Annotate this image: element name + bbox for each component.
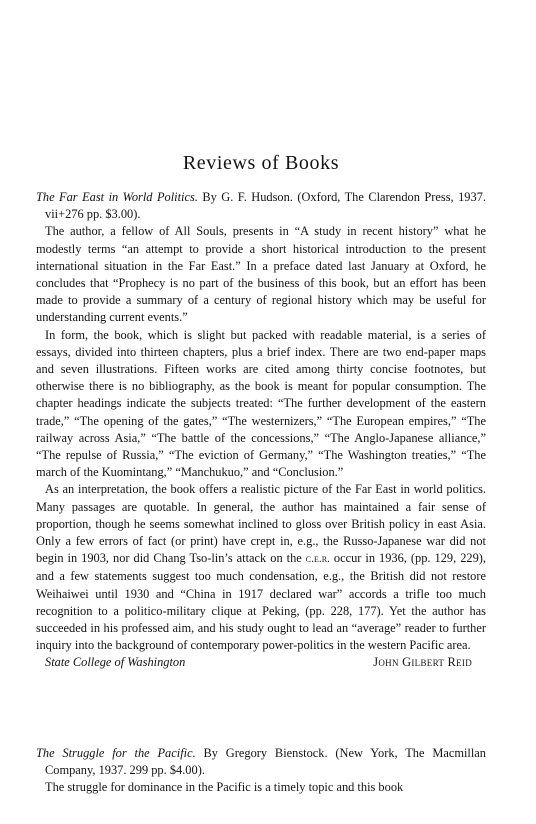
review-citation	[36, 745, 486, 779]
citation-details: By Gregory Bienstock. (New York, The Macmillan Company, 1937. 299 pp. $4.00).	[45, 746, 487, 778]
review-paragraph: The struggle for dominance in the Pacific is a timely topic and this book	[45, 780, 404, 795]
reviewer-name: John Gilbert Reid	[373, 655, 472, 670]
book-title: The Far East in World Politics.	[36, 190, 198, 204]
abbreviation: c.e.r.	[305, 553, 330, 566]
review-paragraph: The author, a fellow of All Souls, presents in “A study in recent history” what he modestly terms “an attempt to provide a short historical introduction to the present international situation in the Far East.” In a preface dated last January at Oxford, he concludes that “Prophecy is no part of the business of this book, but an effort has been made to provide a summary of a century of regional history which may be useful for understanding current events.”	[36, 224, 486, 325]
book-title: The Struggle for the Pacific.	[36, 746, 196, 760]
review-signature	[36, 654, 486, 671]
page-title: Reviews of Books	[182, 152, 340, 174]
review-paragraph: In form, the book, which is slight but packed with readable material, is a series of essays, divided into thirteen chapters, plus a brief index. There are two end-paper maps and seven illustrations. Fifteen works are cited among thirty concise footnotes, but otherwise there is no bibliography, as the book is meant for popular consumption. The chapter headings indicate the subjects treated: “The further development of the eastern trade,” “The opening of the gates,” “The westernizers,” “The European empires,” “The railway across Asia,” “The battle of the concessions,” “The Anglo-Japanese alliance,” “The repulse of Russia,” “The eviction of Germany,” “The Washington treaties,” “The march of the Kuomintang,” “Manchukuo,” and “Conclusion.”	[36, 327, 486, 480]
review-far-east	[36, 189, 486, 672]
review-citation	[36, 189, 486, 223]
reviewer-affiliation: State College of Washington	[45, 655, 186, 670]
review-struggle-pacific	[36, 745, 486, 797]
paragraph-text: As an interpretation, the book offers a realistic picture of the Far East in world politics. Many passages are quotable. In general, the author has maintained a fair sense of proportion, though he seems somewhat inclined to gloss over British policy in east Asia. Only a few errors of fact (or print) have crept in, e.g., the Russo-Japanese war did not begin in 1903, nor did Chang Tso-lin’s attack on the	[36, 482, 486, 566]
review-paragraph	[36, 481, 486, 654]
citation-details: By G. F. Hudson. (Oxford, The Clarendon Press, 1937. vii+276 pp. $3.00).	[45, 190, 486, 222]
paragraph-text: occur in 1936, (pp. 129, 229), and a few statements suggest too much condensation, e.g., the British did not restore Weihaiwei until 1930 and “China in 1917 declared war” accords a trifle too much recognition to a politico-military clique at Peking, (pp. 228, 177). Yet the author has succeeded in his professed aim, and his study ought to lead an “average” reader to further inquiry into the background of contemporary power-politics in the western Pacific area.	[36, 551, 487, 653]
